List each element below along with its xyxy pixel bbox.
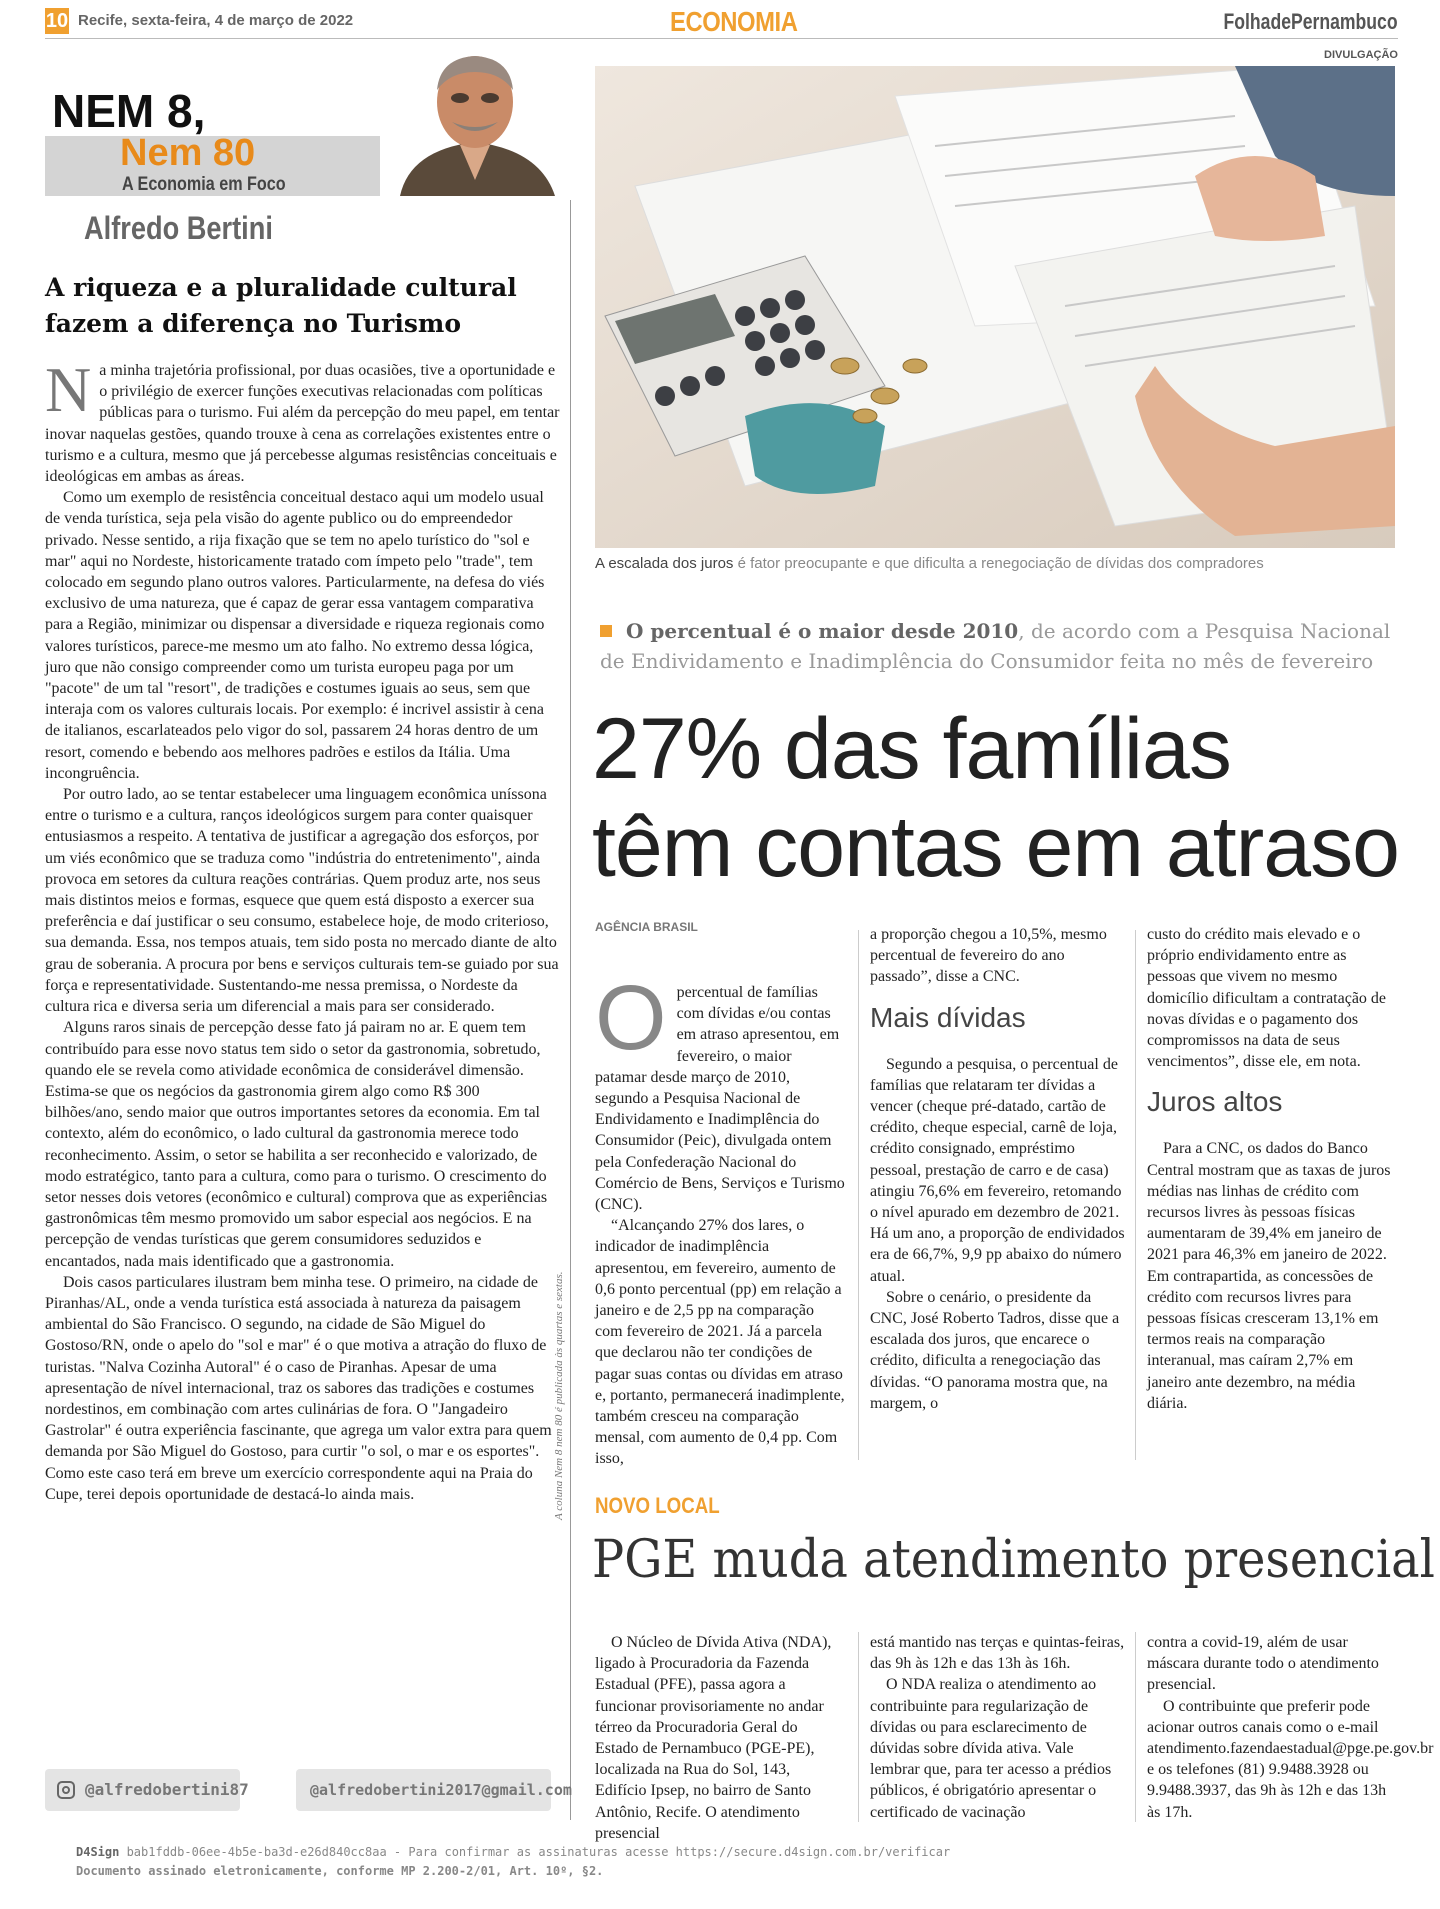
article-paragraph [595, 967, 845, 1215]
signature-label: D4Sign [76, 1845, 120, 1859]
column-body [45, 354, 560, 1505]
drop-cap: O [595, 967, 667, 1069]
article-column-3 [1147, 924, 1397, 1414]
drop-cap: N [45, 354, 92, 425]
column-paragraph: Como um exemplo de resistência conceitual destaco aqui um modelo usual de venda turística, seja pela visão do agente publico ou do empreendedor privado. Nesse sentido, a rija fixação que se tem no apelo turístico do "sol e mar" aqui no Nordeste, historicamente tratado com ímpeto pelo "trade", tem colocado em segundo plano outros valores. Particularmente, na defesa do viés exclusivo de uma natureza, que é capaz de gerar essa vantagem comparativa para a Região, minimizar ou dispensar a diversidade e riqueza regionais como valores turísticos, parece-me mesmo um ato falho. No extremo dessa lógica, juro que não consigo compreender como um turista europeu paga por um "pacote" de um tal "resort", de tradições e costumes iguais ao seus, sem que interaja com os valores culturais locais. Por exemplo: é incrivel assistir à cena de italianos, escarlateados pelo vigor do sol, passarem 24 horas dentro de um resort, comendo e bebendo aos melhores padrões e estilos da Itália. Uma incongruência. [45, 489, 545, 782]
article2-headline: PGE muda atendimento presencial [592, 1530, 1435, 1590]
photo-caption [595, 555, 1395, 572]
column-title-line1: NEM 8, [52, 85, 206, 137]
signature-text: bab1fddb-06ee-4b5e-ba3d-e26d840cc8aa - Para confirmar as assinaturas acesse https://secure.d4sign.com.br/verificar [119, 1845, 951, 1859]
column-title-line2: Nem 80 [120, 132, 256, 174]
article-paragraph: contra a covid-19, além de usar máscara durante todo o atendimento presencial. [1147, 1634, 1379, 1694]
column-headline: A riqueza e a pluralidade cultural fazem a diferença no Turismo [45, 273, 517, 338]
headline-line2: têm contas em atraso [592, 799, 1399, 895]
signature-line [76, 1845, 950, 1859]
article-paragraph: Segundo a pesquisa, o percentual de famílias que relataram ter dívidas a vencer (cheque pré-datado, cartão de crédito, cheque especial, carnê de loja, crédito consignado, empréstimo pessoal, prestação de carro e de casa) atingiu 76,6% em fevereiro, retomando o nível apurado em dezembro de 2021. Há um ano, a proporção de endividados era de 66,7%, 9,9 pp abaixo do número atual. [870, 1055, 1125, 1285]
kicker-square-icon [600, 625, 612, 637]
article-paragraph: Para a CNC, os dados do Banco Central mostram que as taxas de juros médias nas linhas de crédito com recursos livres às pessoas físicas aumentaram de 39,4% em janeiro de 2021 para 46,3% em janeiro de 2022. Em contrapartida, as concessões de crédito com recursos livres para pessoas físicas cresceram 13,1% em termos reais na comparação interanual, mas caíram 2,7% em janeiro ante dezembro, na média diária. [1147, 1140, 1391, 1412]
dateline: Recife, sexta-feira, 4 de março de 2022 [78, 12, 354, 29]
instagram-badge[interactable] [45, 1769, 249, 1811]
author-portrait [380, 50, 570, 196]
caption-text: é fator preocupante e que dificulta a renegociação de dívidas dos compradores [733, 555, 1264, 572]
column-paragraph-text: a minha trajetória profissional, por duas ocasiões, tive a oportunidade e o privilégio de exercer funções executivas relacionadas com políticas públicas para o turismo. Fui além da percepção do meu papel, em tentar inovar naquelas gestões, quando trouxe à cena as correlações existentes entre o turismo e a cultura, mesmo que já percebesse algumas resistências conceituais e ideológicas em ambas as áreas. [45, 362, 560, 486]
section-title: ECONOMIA [670, 6, 798, 37]
kicker-lead: O percentual é o maior desde 2010 [626, 619, 1019, 643]
header-rule [45, 38, 1398, 39]
article-paragraph: a proporção chegou a 10,5%, mesmo percentual de fevereiro do ano passado”, disse a CNC. [870, 926, 1107, 986]
page-number: 10 [45, 10, 69, 32]
column-paragraph [45, 354, 560, 487]
headline-line1: 27% das famílias [592, 701, 1231, 797]
article-kicker [600, 616, 1400, 676]
column-vertical-note: A coluna Nem 8 nem 80 é publicada às quartas e sextas. [553, 1271, 565, 1520]
column-rule [1135, 930, 1136, 1460]
article-paragraph: custo do crédito mais elevado e o próprio endividamento entre as pessoas que vivem no mesmo domicílio dificultam a contratação de novas dívidas e o pagamento dos compromissos na data de seus vencimentos”, disse ele, em nota. [1147, 926, 1387, 1071]
instagram-icon [57, 1781, 75, 1799]
caption-lead: A escalada dos juros [595, 555, 734, 572]
column-author: Alfredo Bertini [84, 210, 273, 246]
article-paragraph: O contribuinte que preferir pode acionar outros canais como o e-mail atendimento.fazendaestadual@pge.pe.gov.br e os telefones (81) 9.9488.3928 ou 9.9488.3937, das 9h às 12h e das 13h às 17h. [1147, 1697, 1434, 1821]
article-paragraph: Sobre o cenário, o presidente da CNC, José Roberto Tadros, disse que a escalada dos juros, que encarece o crédito, dificulta a renegociação das dívidas. “O panorama mostra que, na margem, o [870, 1288, 1120, 1412]
instagram-handle: @alfredobertini87 [85, 1780, 249, 1799]
column-rule [858, 1632, 859, 1822]
email-address: @alfredobertini2017@gmail.com [310, 1781, 572, 1799]
article2-kicker: NOVO LOCAL [595, 1493, 720, 1518]
newspaper-brand: FolhadePernambuco [1223, 9, 1398, 34]
article2-column-1 [595, 1632, 845, 1844]
column-divider [570, 200, 571, 1820]
photo-credit: DIVULGAÇÃO [1324, 49, 1398, 61]
article-paragraph: O NDA realiza o atendimento ao contribuinte para regularização de dívidas ou para esclarecimento de dúvidas sobre dívida ativa. Vale lembrar que, para ter acesso a prédios públicos, é obrigatório apresentar o certificado de vacinação [870, 1676, 1112, 1821]
article2-column-3 [1147, 1632, 1434, 1823]
column-paragraph: Dois casos particulares ilustram bem minha tese. O primeiro, na cidade de Piranhas/AL, onde a venda turística está associada à natureza da paisagem ambiental do São Francisco. O segundo, na cidade de São Miguel do Gostoso/RN, onde o apelo do "sol e mar" é o que motiva a atração do fluxo de turistas. "Nalva Cozinha Autoral" é o caso de Piranhas. Apesar de uma apresentação de nível internacional, traz os sabores das tradições e costumes nordestinos, em combinação com artes culinárias de fora. O "Jangadeiro Gastrolar" é outra experiência fascinante, que agrega um valor extra para quem demanda por São Miguel do Gostoso, para curtir "o sol, o mar e os esportes". Como este caso terá em breve um exercício correspondente aqui na Praia do Cupe, terei depois oportunidade de destacá-lo ainda mais. [45, 1273, 552, 1503]
column-rule [858, 930, 859, 1460]
article-paragraph-text: percentual de famílias com dívidas e/ou contas em atraso apresentou, em fevereiro, o maior patamar desde março de 2010, segundo a Pesquisa Nacional de Endividamento e Inadimplência do Consumidor (Peic), divulgada ontem pela Confederação Nacional do Comércio de Bens, Serviços e Turismo (CNC). [595, 984, 845, 1214]
article-column-2 [870, 924, 1125, 1414]
article-column-1 [595, 967, 845, 1470]
article-paragraph: O Núcleo de Dívida Ativa (NDA), ligado à Procuradoria da Fazenda Estadual (PFE), passa agora a funcionar provisoriamente no andar térreo da Procuradoria Geral do Estado de Pernambuco (PGE-PE), localizada na Rua do Sol, 143, Edifício Ipsep, no bairro de Santo Antônio, Recife. O atendimento presencial [595, 1634, 832, 1842]
article-paragraph: está mantido nas terças e quintas-feiras, das 9h às 12h e das 13h às 16h. [870, 1634, 1125, 1673]
article-agency: AGÊNCIA BRASIL [595, 920, 698, 934]
column-rule [1135, 1632, 1136, 1822]
column-paragraph: Alguns raros sinais de percepção desse fato já pairam no ar. E quem tem contribuído para esse novo status tem sido o setor da gastronomia, sobretudo, quando ele se revela como atividade econômica de considerável dimensão. Estima-se que os negócios da gastronomia girem algo como R$ 300 bilhões/ano, sendo maior que outros importantes setores da economia. Em tal contexto, além do econômico, o lado cultural da gastronomia merece todo reconhecimento. Assim, o setor se habilita a ser reconhecido e valorizado, de modo estratégico, tanto para a cultura, como para o turismo. O crescimento do setor nesses dois vetores (econômico e cultural) comprova que as experiências gastronômicas têm mesmo promovido um sabor especial aos negócios. E na percepção de vendas turísticas que gerem consumidores seduzidos e encantados, nada mais identificado que a gastronomia. [45, 1019, 548, 1270]
article-paragraph: “Alcançando 27% dos lares, o indicador de inadimplência apresentou, em fevereiro, aumento de 0,6 ponto percentual (pp) em relação a janeiro e de 2,5 pp na comparação com fevereiro de 2021. Já a parcela que declarou não ter condições de pagar suas contas ou dívidas em atraso e, portanto, permanecerá inadimplente, também cresceu na comparação mensal, com aumento de 0,4 pp. Com isso, [595, 1217, 845, 1468]
column-paragraph: Por outro lado, ao se tentar estabelecer uma linguagem econômica uníssona entre o turismo e a cultura, ranços ideológicos surgem para conter quaisquer entusiasmos a respeito. A tentativa de justificar a agregação dos esforços, por um viés econômico que se traduza como "indústria do entretenimento", ainda provoca em setores da cultura reações contrárias. Quem produz arte, nos seus mais distintos meios e formas, esquece que quem está disposto a exercer sua preferência e daí justificar o seu consumo, estabelece hoje, de modo criterioso, sua demanda. Essa, nos tempos atuais, tem sido posta no mercado diante de alto grau de soberania. A procura por bens e serviços culturais tem-se guiado por sua força e representatividade. Sustentando-me nessa premissa, o Nordeste da cultura rica e diversa seria um diferencial a mais para ser considerado. [45, 786, 559, 1016]
email-badge[interactable] [296, 1769, 572, 1811]
legal-note: Documento assinado eletronicamente, conforme MP 2.200-2/01, Art. 10º, §2. [76, 1864, 604, 1878]
kicker-text: , de acordo com a Pesquisa Nacional de Endividamento e Inadimplência do Consumidor feita no mês de fevereiro [600, 619, 1391, 673]
article-headline [592, 700, 1412, 896]
article-subhead: Juros altos [1147, 1086, 1283, 1118]
column-subtitle: A Economia em Foco [122, 174, 286, 195]
article-subhead: Mais dívidas [870, 1001, 1026, 1033]
article-photo [595, 66, 1395, 548]
article2-column-2 [870, 1632, 1125, 1823]
